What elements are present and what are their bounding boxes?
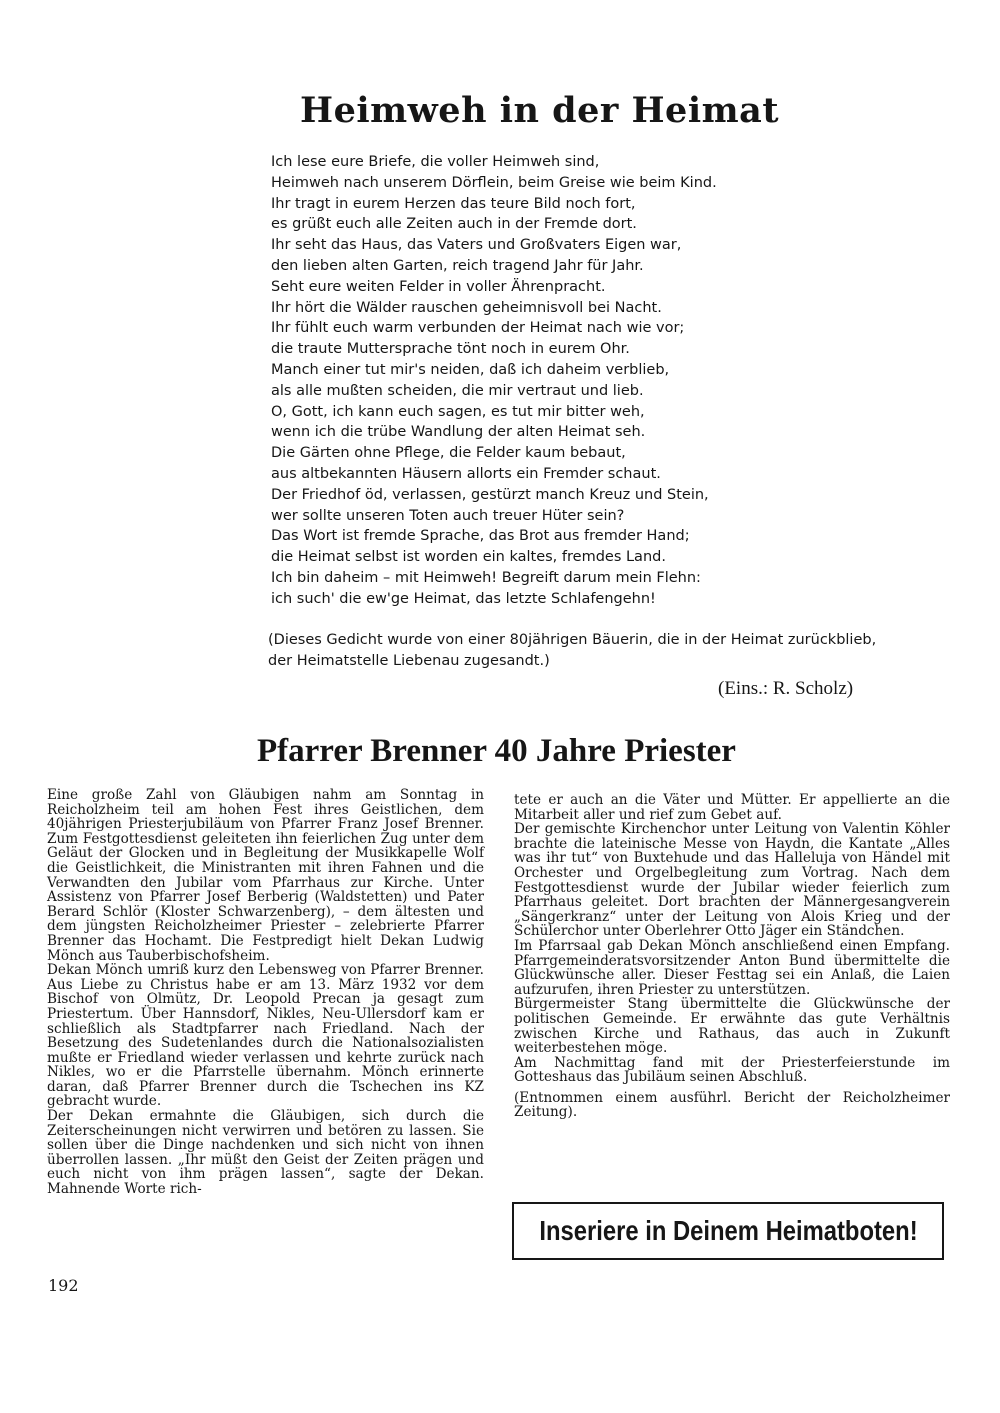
- article-paragraph: Dekan Mönch umriß kurz den Lebensweg von Pfarrer Brenner. Aus Liebe zu Christus habe er am 13. März 1932 vor dem Bischof von Olmütz, Dr. Leopold Precan ja gesagt zum Priestertum. Über Hannsdorf, Nikles, Neu-Ullersdorf kam er schließlich als Stadtpfarrer nach Friedland. Nach der Besetzung des Sudetenlandes durch die Nationalsozialisten mußte er Friedland wieder verlassen und kehrte zurück nach Nikles, wo er die Pfarrstelle übernahm. Mönch erinnerte daran, daß Pfarrer Brenner durch die Tschechen ins KZ gebracht wurde.: [47, 962, 484, 1110]
- article-paragraph: Am Nachmittag fand mit der Priesterfeierstunde im Gotteshaus das Jubiläum seinen Abschluß.: [514, 1054, 950, 1086]
- poem-credit: (Eins.: R. Scholz): [718, 678, 854, 699]
- article-paragraph: Bürgermeister Stang übermittelte die Glückwünsche der politischen Gemeinde. Er erwähnte das gute Verhältnis zwischen Kirche und Rathaus, das auch in Zukunft weiterbestehen möge.: [514, 996, 950, 1057]
- advertisement-box: [512, 1202, 944, 1260]
- article-column-left: [47, 788, 484, 1197]
- article-paragraph: Im Pfarrsaal gab Dekan Mönch anschließend einen Empfang. Pfarrgemeinderatsvorsitzender Anton Bund übermittelte die Glückwünsche aller. Dieser Festtag sei ein Anlaß, die Laien aufzurufen, ihren Priester zu unterstützen.: [514, 937, 950, 998]
- poem-line: Ihr tragt in eurem Herzen das teure Bild noch fort,: [271, 195, 636, 212]
- poem-line: Der Friedhof öd, verlassen, gestürzt manch Kreuz und Stein,: [271, 486, 709, 503]
- article-paragraph: Der Dekan ermahnte die Gläubigen, sich durch die Zeiterscheinungen nicht verwirren und betören zu lassen. Sie sollen über die Dinge nachdenken und sich nicht von ihnen überrollen lassen. „Ihr müßt den Geist der Zeiten prägen und euch nicht von ihm prägen lassen“, sagte der Dekan. Mahnende Worte rich-: [47, 1108, 484, 1198]
- poem-line: Ich bin daheim – mit Heimweh! Begreift darum mein Flehn:: [271, 569, 701, 586]
- poem-line: wer sollte unseren Toten auch treuer Hüter sein?: [271, 507, 625, 524]
- poem-line: Ihr hört die Wälder rauschen geheimnisvoll bei Nacht.: [271, 299, 662, 316]
- poem-line: als alle mußten scheiden, die mir vertraut und lieb.: [271, 382, 644, 399]
- poem-line: Heimweh nach unserem Dörflein, beim Greise wie beim Kind.: [271, 174, 717, 191]
- advertisement-text: Inseriere in Deinem Heimatboten!: [538, 1215, 918, 1246]
- poem-line: die traute Muttersprache tönt noch in eurem Ohr.: [271, 341, 630, 358]
- page-number: 192: [48, 1276, 79, 1295]
- poem-line: es grüßt euch alle Zeiten auch in der Fremde dort.: [271, 216, 637, 233]
- poem-line: wenn ich die trübe Wandlung der alten Heimat seh.: [271, 424, 646, 441]
- poem-line: Ihr seht das Haus, das Vaters und Großvaters Eigen war,: [271, 237, 682, 254]
- article-paragraph: Der gemischte Kirchenchor unter Leitung von Valentin Köhler brachte die lateinische Messe von Haydn, die Kantate „Alles was ihr tut“ von Buxtehude und das Halleluja von Händel mit Orchester und Orgelbegleitung zum Vortrag. Nach dem Festgottesdienst wurde der Jubilar wieder feierlich zum Pfarrhaus geleitet. Dort brachten der Männergesangverein „Sängerkranz“ unter der Leitung von Alois Krieg und der Schülerchor unter Oberlehrer Otto Jäger ein Ständchen.: [514, 821, 950, 940]
- poem-line: Ihr fühlt euch warm verbunden der Heimat nach wie vor;: [271, 320, 685, 337]
- article-column-right: [514, 793, 950, 1120]
- poem-line: Manch einer tut mir's neiden, daß ich daheim verblieb,: [271, 361, 670, 378]
- poem-line: Ich lese eure Briefe, die voller Heimweh sind,: [271, 154, 600, 170]
- poem-line: aus altbekannten Häusern allorts ein Fremder schaut.: [271, 465, 661, 482]
- article-title: Pfarrer Brenner 40 Jahre Priester: [257, 733, 736, 769]
- article-paragraph: tete er auch an die Väter und Mütter. Er appellierte an die Mitarbeit aller und rief zum Gebet auf.: [514, 792, 950, 823]
- poem-line: den lieben alten Garten, reich tragend Jahr für Jahr.: [271, 257, 644, 274]
- poem-line: Das Wort ist fremde Sprache, das Brot aus fremder Hand;: [271, 528, 690, 545]
- poem-line: Seht eure weiten Felder in voller Ährenpracht.: [271, 278, 606, 295]
- poem-line: O, Gott, ich kann euch sagen, es tut mir bitter weh,: [271, 403, 645, 420]
- poem-note: (Dieses Gedicht wurde von einer 80jährigen Bäuerin, die in der Heimat zurückblieb, der Heimatstelle Liebenau zugesandt.): [268, 632, 877, 669]
- article-source-note: (Entnommen einem ausführl. Bericht der Reicholzheimer Zeitung).: [514, 1089, 950, 1121]
- poem-title: Heimweh in der Heimat: [300, 90, 780, 131]
- poem-body: [271, 152, 791, 610]
- article-paragraph: Eine große Zahl von Gläubigen nahm am Sonntag in Reicholzheim teil am hohen Fest ihres Geistlichen, dem 40jährigen Priesterjubiläum von Pfarrer Franz Josef Brenner. Zum Festgottesdienst geleiteten ihn feierlichen Zug unter dem Geläut der Glocken und in Begleitung der Musikkapelle Wolf die Geistlichkeit, die Ministranten mit ihren Fahnen und die Verwandten den Jubilar vom Pfarrhaus zur Kirche. Unter Assistenz von Pfarrer Josef Berberig (Waldstetten) und Pater Berard Schlör (Kloster Schwarzenberg), – dem ältesten und dem jüngsten Reicholzheimer Priester – zelebrierte Pfarrer Brenner das Hochamt. Die Festpredigt hielt Dekan Ludwig Mönch aus Tauberbischofsheim.: [47, 787, 484, 964]
- poem-line: die Heimat selbst ist worden ein kaltes, fremdes Land.: [271, 549, 666, 566]
- poem-line: Die Gärten ohne Pflege, die Felder kaum bebaut,: [271, 445, 626, 462]
- poem-line: ich such' die ew'ge Heimat, das letzte Schlafengehn!: [271, 590, 656, 607]
